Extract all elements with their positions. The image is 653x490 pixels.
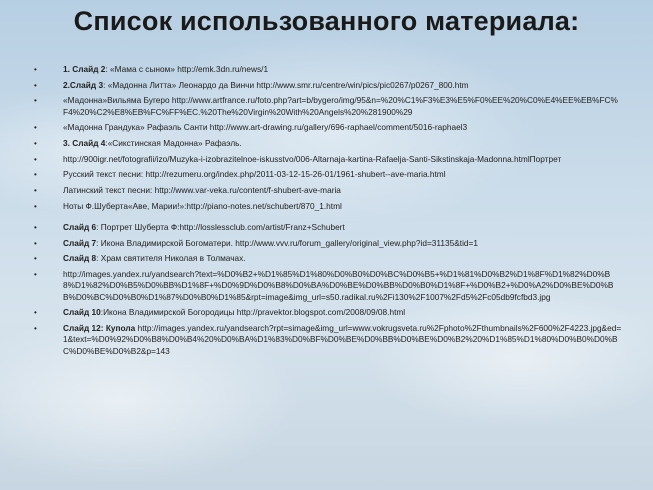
bullet-icon: •: [34, 186, 37, 196]
list-item: [34, 307, 622, 318]
bullet-icon: •: [34, 223, 37, 233]
item-text: : Храм святителя Николая в Толмачах.: [96, 253, 246, 264]
list-item: [34, 238, 622, 249]
item-label: 1. Слайд 2: [63, 64, 106, 74]
bullet-icon: •: [34, 80, 37, 90]
item-label: Слайд 10: [63, 307, 101, 318]
list-item: [34, 138, 622, 149]
list-item: [34, 201, 622, 212]
list-item: [34, 253, 622, 264]
bullet-icon: •: [34, 308, 37, 318]
bullet-icon: •: [34, 238, 37, 248]
bullet-icon: •: [34, 324, 37, 334]
item-text: :«Сикстинская Мадонна» Рафаэль.: [105, 138, 242, 149]
list-item: [34, 222, 622, 233]
bullet-icon: •: [34, 201, 37, 211]
item-text: : «Мама с сыном» http://emk.3dn.ru/news/1: [105, 64, 269, 74]
list-item: [34, 169, 622, 180]
item-label: Слайд 6: [63, 222, 97, 233]
list-item: [34, 95, 622, 118]
bullet-icon: •: [34, 96, 37, 106]
item-text: «Мадонна»Вильяма Бугеро http://www.artfrance.ru/foto.php?art=b/bygero/img/95&n=%20%C1%F3%E3%E5%F0%EE%20%C0%E4%EE%EB%FC%F4%20%C2%E8%EB%FC%FF%EC.%20The%20Virgin%20With%20Angels%20%281900%29: [63, 95, 618, 117]
item-text: http://900igr.net/fotografii/izo/Muzyka-i-izobrazitelnoe-iskusstvo/006-Altarnaja-kartina-Rafaelja-Santi-Sikstinskaja-Madonna.htmlПортрет: [63, 153, 562, 164]
bullet-icon: •: [34, 123, 37, 133]
list-item: [34, 185, 622, 196]
bullet-icon: •: [34, 65, 37, 74]
item-text: http://images.yandex.ru/yandsearch?text=%D0%B2+%D1%85%D1%80%D0%B0%D0%BC%D0%B5+%D1%81%D0%B2%D1%8F%D1%82%D0%B8%D1%82%D0%B5%D0%BB%D1%8F+%D0%9D%D0%B8%D0%BA%D0%BE%D0%BB%D0%B0%D1%8F+%D0%B2+%D0%A2%D0%BE%D0%BB%D0%BC%D0%B0%D1%87%D0%B0%D1%85&rpt=image&img_url=s50.radikal.ru%2Fi130%2F1007%2Fd5%2Fc05db9fcfbd3.jpg: [63, 269, 614, 302]
bullet-icon: •: [34, 139, 37, 149]
item-label: 3. Слайд 4: [63, 138, 106, 149]
bullet-icon: •: [34, 254, 37, 264]
list-item: [34, 122, 622, 133]
item-label: Слайд 7: [63, 237, 97, 248]
list-item: [34, 154, 622, 165]
item-label: Слайд 12: Купола: [63, 323, 136, 334]
item-label: 2.Слайд 3: [63, 79, 104, 90]
item-text: Латинский текст песни: http://www.var-veka.ru/content/f-shubert-ave-maria: [63, 185, 341, 196]
reference-list: [34, 64, 622, 361]
slide-title: Список использованного материала:: [73, 6, 580, 36]
item-text: «Мадонна Грандука» Рафаэль Санти http://www.art-drawing.ru/gallery/696-raphael/comment/5016-raphael3: [63, 122, 468, 133]
item-text: Русский текст песни: http://rezumeru.org/index.php/2011-03-12-15-26-01/1961-shubert--ave-maria.html: [63, 169, 446, 180]
item-text: : Икона Владимирской Богоматери. http://www.vvv.ru/forum_gallery/original_view.php?id=31135&tid=1: [96, 237, 479, 248]
bullet-icon: •: [34, 170, 37, 180]
bullet-icon: •: [34, 270, 37, 280]
list-item: [34, 269, 622, 303]
list-item: [34, 323, 622, 357]
item-text: :Икона Владимирской Богородицы http://pravektor.blogspot.com/2008/09/08.html: [100, 307, 406, 318]
item-text: : «Мадонна Литта» Леонардо да Винчи http://www.smr.ru/centre/win/pics/pic0267/p0267_800.htm: [103, 79, 469, 90]
item-label: Слайд 8: [63, 253, 97, 264]
item-text: Ноты Ф.Шуберта«Аве, Марии!»:http://piano-notes.net/schubert/870_1.html: [63, 200, 342, 211]
item-text: : Портрет Шуберта Ф:http://losslessclub.com/artist/Franz+Schubert: [96, 222, 345, 233]
list-item: [34, 80, 622, 91]
item-text: http://images.yandex.ru/yandsearch?rpt=simage&img_url=www.vokrugsveta.ru%2Fphoto%2Fthumbnails%2F600%2F4223.jpg&ed=1&text=%D0%92%D0%B8%D0%B4%20%D0%BA%D1%83%D0%BF%D0%BE%D0%BB%D0%BE%D0%B2%20%D1%85%D1%80%D0%B0%D0%BC%D0%BE%D0%B2&p=143: [63, 323, 622, 356]
list-item: [34, 64, 622, 75]
bullet-icon: •: [34, 154, 37, 164]
